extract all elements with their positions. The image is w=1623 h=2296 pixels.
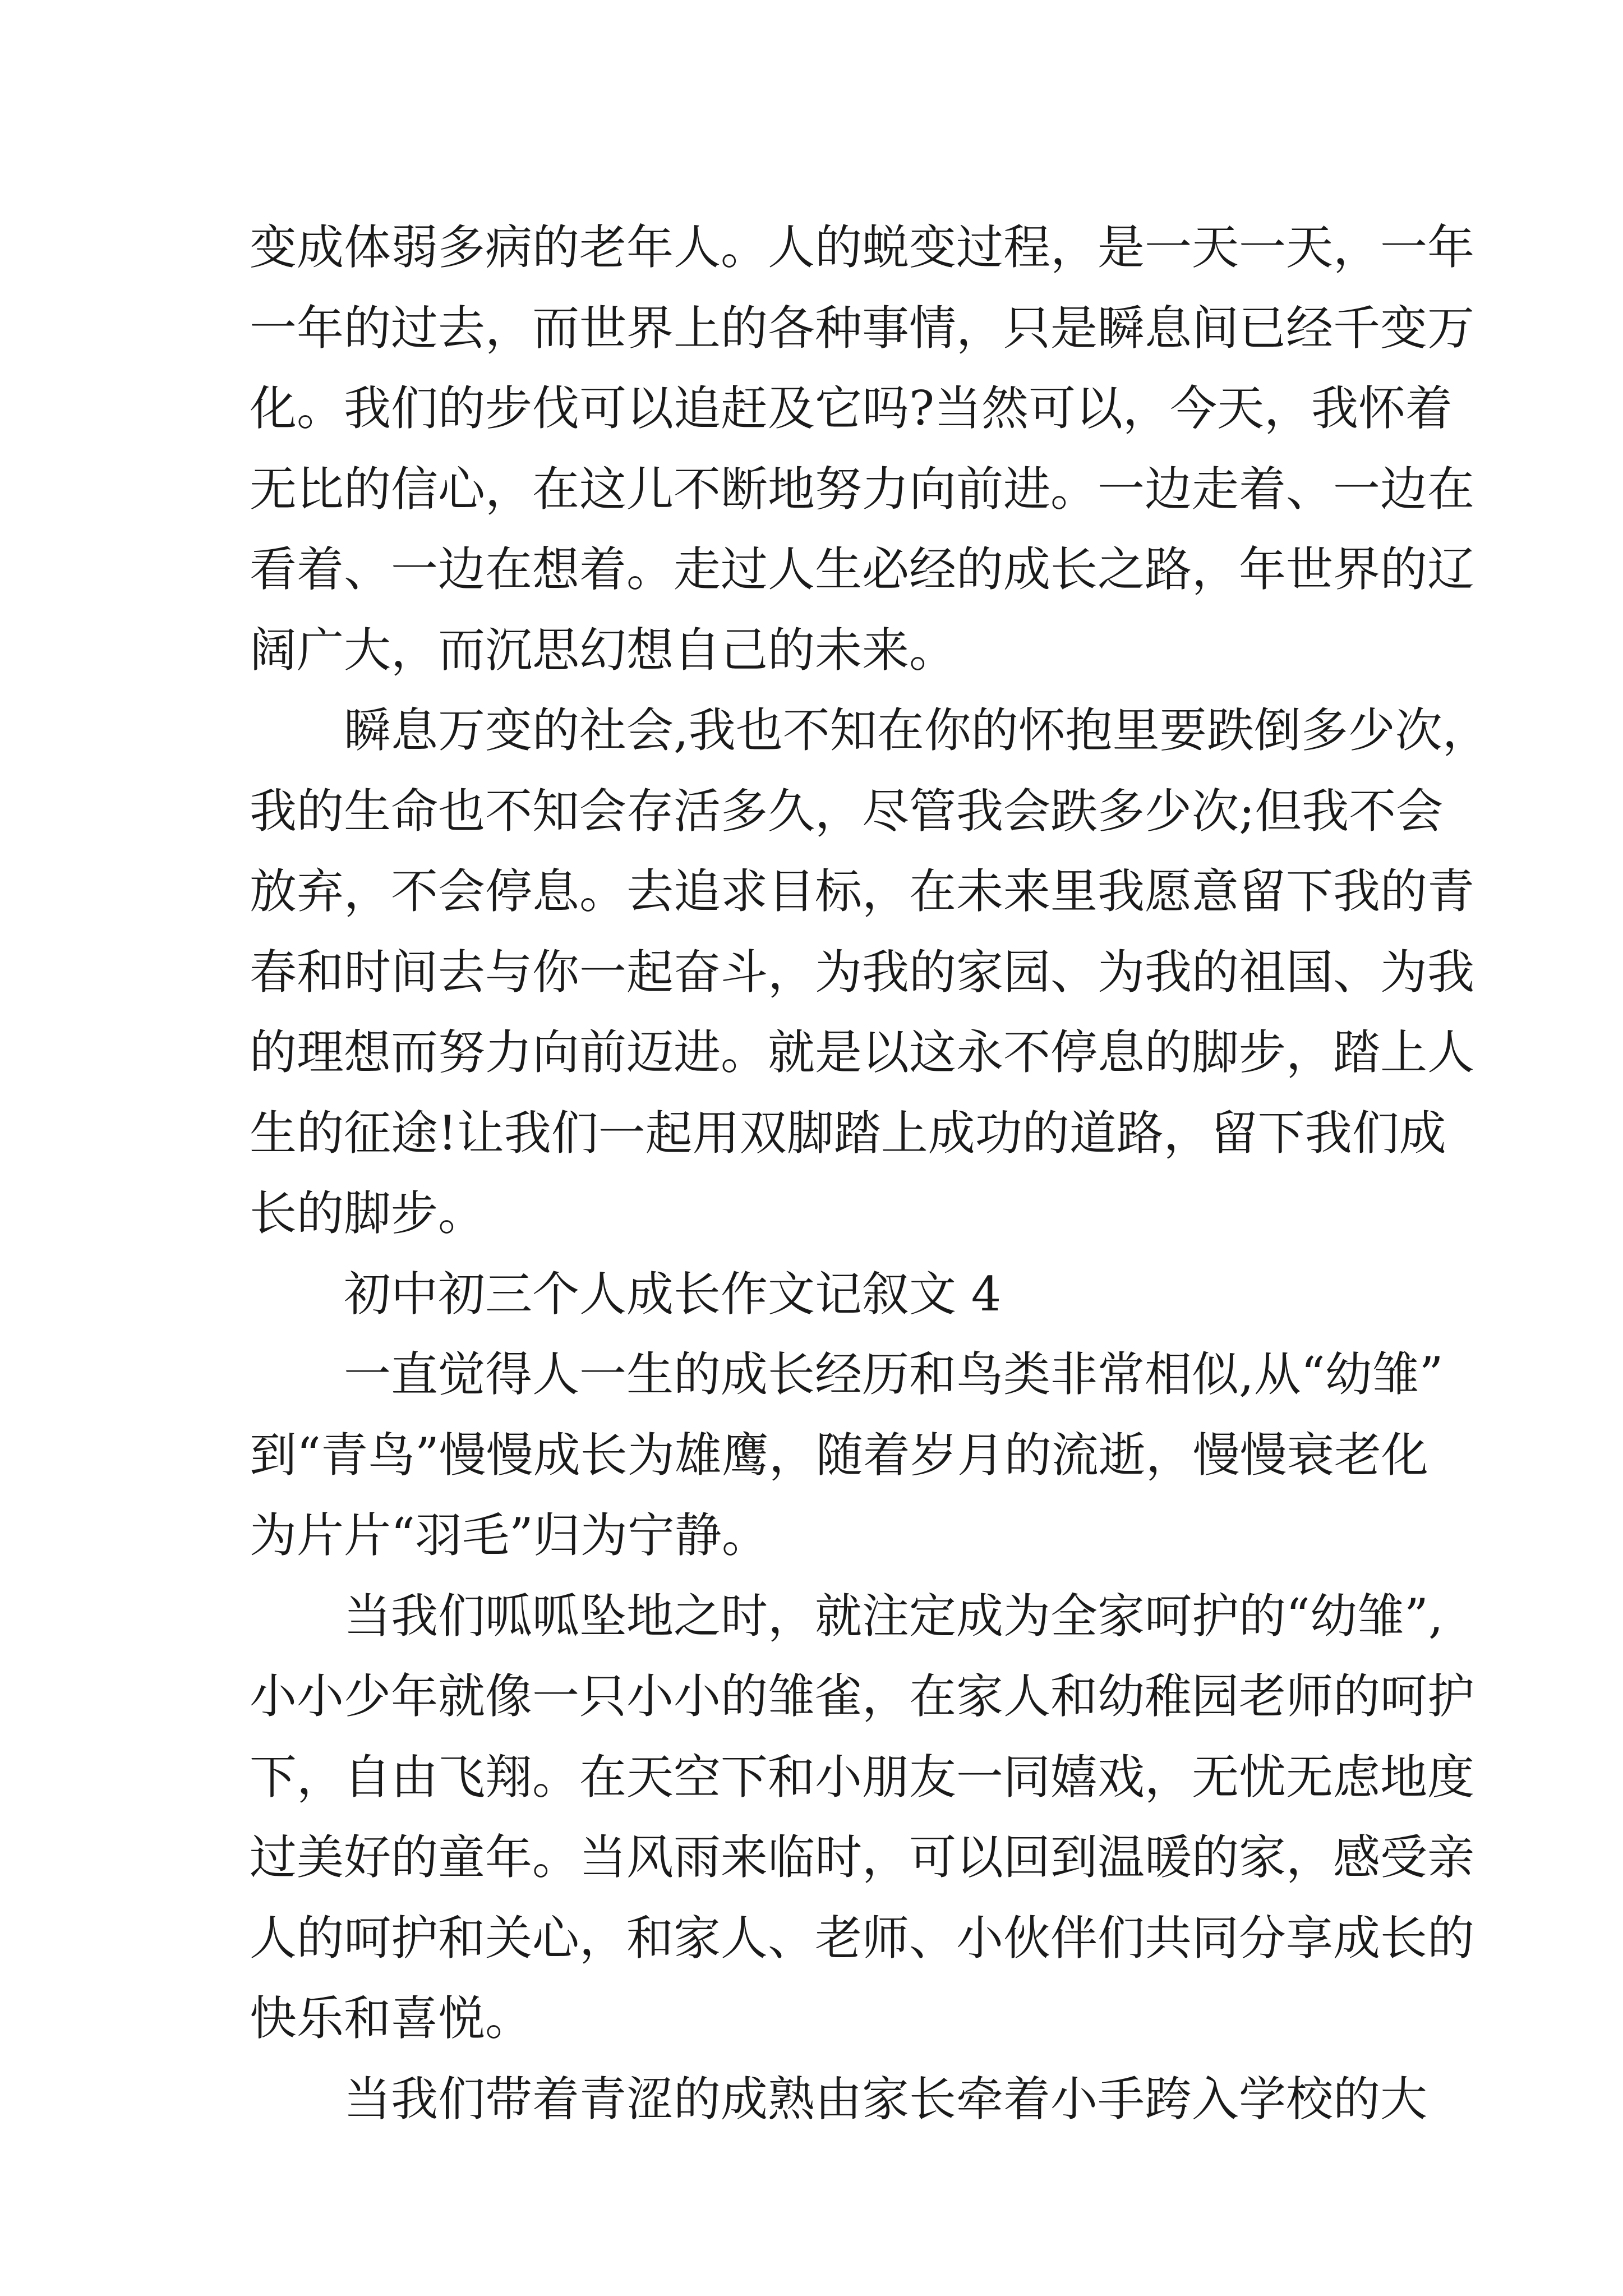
text-line: 阔广大，而沉思幻想自己的未来。 <box>250 622 957 678</box>
text-line: 快乐和喜悦。 <box>250 1991 533 2046</box>
text-column <box>250 208 1490 2139</box>
text-line: 无比的信心，在这儿不断地努力向前进。一边走着、一边在 <box>250 461 1475 517</box>
text-line: 放弃，不会停息。去追求目标，在未来里我愿意留下我的青 <box>250 864 1475 919</box>
text-line: 为片片“羽毛”归为宁静。 <box>250 1508 769 1563</box>
section-heading: 初中初三个人成长作文记叙文 4 <box>344 1266 1002 1322</box>
text-line: 化。我们的步伐可以追赶及它吗?当然可以，今天，我怀着 <box>250 381 1453 436</box>
text-line: 当我们呱呱坠地之时，就注定成为全家呵护的“幼雏”, <box>344 1588 1444 1644</box>
text-line: 下，自由飞翔。在天空下和小朋友一同嬉戏，无忧无虑地度 <box>250 1749 1475 1805</box>
text-line: 的理想而努力向前迈进。就是以这永不停息的脚步，踏上人 <box>250 1025 1475 1080</box>
paragraph-5 <box>250 2059 1428 2140</box>
text-line: 到“青鸟”慢慢成长为雄鹰，随着岁月的流逝，慢慢衰老化 <box>250 1427 1428 1483</box>
text-line: 变成体弱多病的老年人。人的蜕变过程，是一天一天，一年 <box>250 220 1475 275</box>
paragraph-4 <box>250 1576 1475 2059</box>
text-line: 一直觉得人一生的成长经历和鸟类非常相似,从“幼雏” <box>344 1347 1444 1402</box>
text-line: 我的生命也不知会存活多久，尽管我会跌多少次;但我不会 <box>250 783 1444 839</box>
paragraph-1 <box>250 208 1475 691</box>
text-line: 人的呵护和关心，和家人、老师、小伙伴们共同分享成长的 <box>250 1910 1475 1966</box>
text-line: 小小少年就像一只小小的雏雀，在家人和幼稚园老师的呵护 <box>250 1669 1475 1724</box>
text-line: 看着、一边在想着。走过人生必经的成长之路，年世界的辽 <box>250 542 1475 597</box>
text-line: 当我们带着青涩的成熟由家长牵着小手跨入学校的大 <box>344 2071 1428 2127</box>
paragraph-3 <box>250 1335 1444 1576</box>
text-line: 长的脚步。 <box>250 1186 486 1241</box>
text-line: 过美好的童年。当风雨来临时，可以回到温暖的家，感受亲 <box>250 1830 1475 1885</box>
text-line: 春和时间去与你一起奋斗，为我的家园、为我的祖国、为我 <box>250 944 1475 1000</box>
text-line: 瞬息万变的社会,我也不知在你的怀抱里要跌倒多少次， <box>344 703 1490 758</box>
text-line: 一年的过去，而世界上的各种事情，只是瞬息间已经千变万 <box>250 300 1475 356</box>
paragraph-2 <box>250 691 1490 1254</box>
text-line: 生的征途!让我们一起用双脚踏上成功的道路，留下我们成 <box>250 1105 1446 1161</box>
